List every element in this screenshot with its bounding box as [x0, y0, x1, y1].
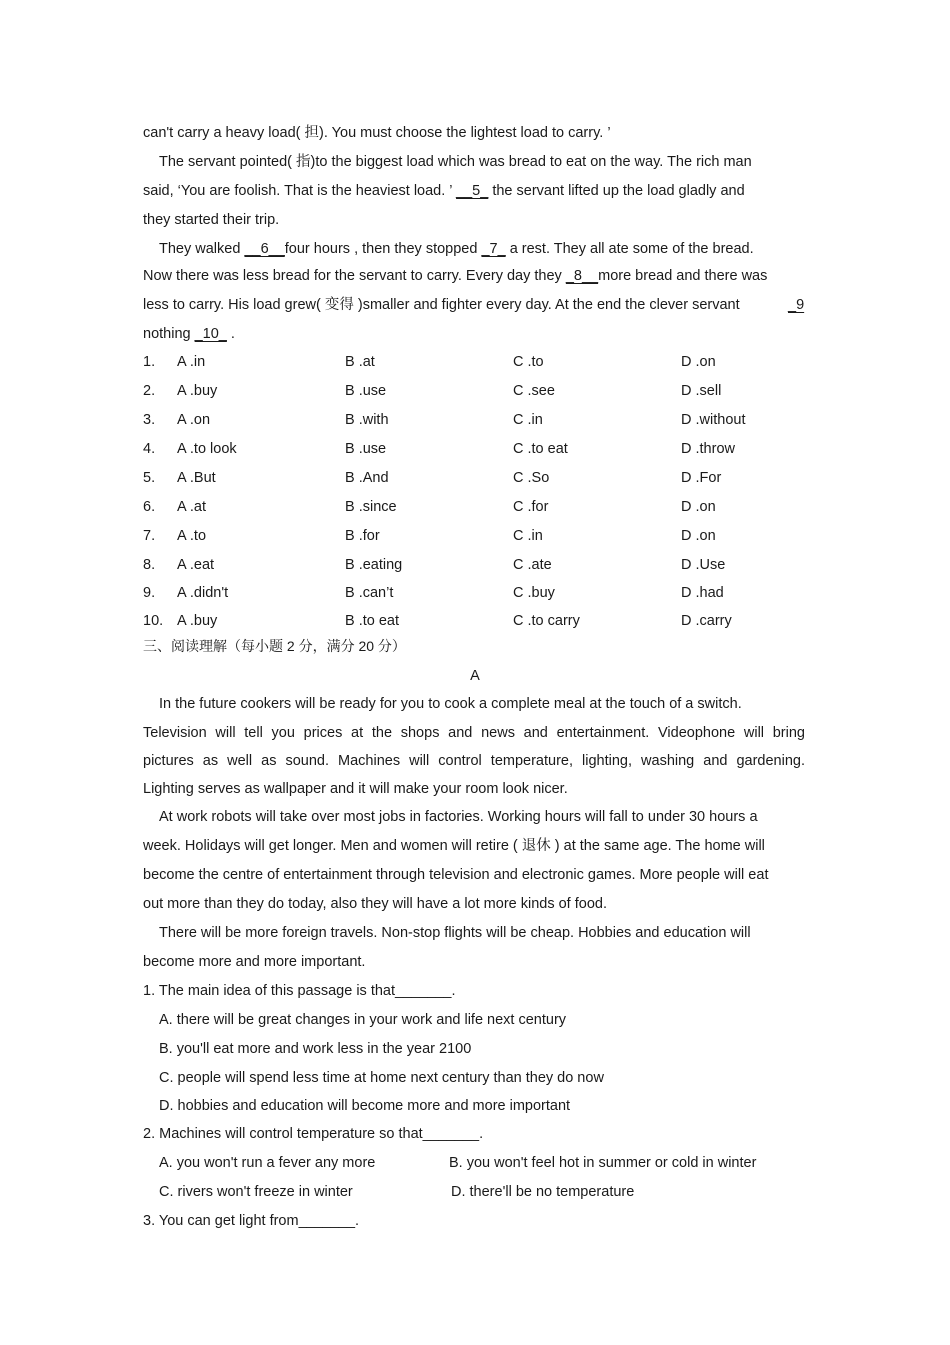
option-d: D .had [681, 585, 724, 601]
option-a: A .at [177, 499, 207, 515]
option-c: C .So [513, 470, 550, 486]
passage-line: pictures as well as sound. Machines will control temperature, lighting, washing and gardening. [143, 753, 805, 769]
option-c: C .to carry [513, 613, 580, 629]
cloze-line [143, 267, 813, 285]
option-c: C .to [513, 354, 544, 370]
answer-option: C. people will spend less time at home next century than they do now [159, 1070, 604, 1086]
cloze-line [143, 182, 813, 200]
option-row [143, 382, 813, 400]
cloze-text: less to carry. His load grew( 变得 )smaller and fighter every day. At the end the clever servant [143, 297, 740, 313]
cloze-text: They walked [159, 241, 241, 257]
question-stem: 2. Machines will control temperature so that_______. [143, 1126, 484, 1142]
option-a: A .in [177, 354, 206, 370]
option-d: D .on [681, 499, 716, 515]
option-b: B .for [345, 528, 380, 544]
option-d: D .throw [681, 441, 735, 457]
cloze-line [143, 296, 813, 314]
option-c: C .in [513, 528, 543, 544]
option-d: D .without [681, 412, 746, 428]
option-c: C .see [513, 383, 555, 399]
option-row [143, 584, 813, 602]
cloze-line [143, 325, 813, 343]
blank-8: _8__ [565, 268, 599, 284]
passage-line: Lighting serves as wallpaper and it will make your room look nicer. [143, 781, 568, 797]
cloze-text: more bread and there was [598, 268, 768, 284]
option-number: 2. [143, 383, 156, 399]
passage-line: week. Holidays will get longer. Men and women will retire ( 退休 ) at the same age. The home will [143, 838, 765, 854]
option-number: 10. [143, 613, 164, 629]
option-number: 3. [143, 412, 156, 428]
option-c: C .ate [513, 557, 552, 573]
blank-6: __6__ [244, 241, 285, 257]
cloze-line: can't carry a heavy load( 担). You must choose the lightest load to carry. ’ [143, 125, 611, 141]
cloze-line: The servant pointed( 指)to the biggest load which was bread to eat on the way. The rich man [159, 154, 752, 170]
option-d: D .sell [681, 383, 722, 399]
option-a: A .eat [177, 557, 215, 573]
option-number: 5. [143, 470, 156, 486]
option-row [143, 612, 813, 630]
option-b: B .to eat [345, 613, 400, 629]
option-c: C .to eat [513, 441, 568, 457]
option-row [143, 440, 813, 458]
cloze-text: four hours , then they stopped [284, 241, 478, 257]
option-number: 9. [143, 585, 156, 601]
option-b: B .And [345, 470, 389, 486]
question-stem: 1. The main idea of this passage is that_______. [143, 983, 456, 999]
cloze-text: nothing [143, 326, 191, 342]
option-a: A .buy [177, 383, 218, 399]
cloze-text: a rest. They all ate some of the bread. [509, 241, 754, 257]
option-row [143, 527, 813, 545]
answer-option: A. there will be great changes in your work and life next century [159, 1012, 567, 1028]
option-number: 1. [143, 354, 156, 370]
option-d: D .Use [681, 557, 726, 573]
answer-option: B. you won't feel hot in summer or cold in winter [449, 1155, 757, 1171]
answer-row [159, 1154, 829, 1172]
option-number: 4. [143, 441, 156, 457]
option-number: 8. [143, 557, 156, 573]
blank-9: _9 [788, 297, 805, 313]
cloze-text: the servant lifted up the load gladly and [492, 183, 745, 199]
question-stem: 3. You can get light from_______. [143, 1213, 360, 1229]
option-a: A .buy [177, 613, 218, 629]
passage-label: A [470, 668, 480, 684]
option-c: C .buy [513, 585, 555, 601]
answer-option: B. you'll eat more and work less in the year 2100 [159, 1041, 472, 1057]
option-c: C .for [513, 499, 549, 515]
option-a: A .to look [177, 441, 237, 457]
passage-line: become the centre of entertainment through television and electronic games. More people will eat [143, 867, 769, 883]
option-d: D .on [681, 528, 716, 544]
option-row [143, 469, 813, 487]
passage-line: There will be more foreign travels. Non-stop flights will be cheap. Hobbies and education will [159, 925, 751, 941]
option-d: D .on [681, 354, 716, 370]
blank-5: __5_ [456, 183, 489, 199]
answer-option: D. hobbies and education will become more and more important [159, 1098, 571, 1114]
passage-line: become more and more important. [143, 954, 366, 970]
cloze-text: . [230, 326, 235, 342]
option-a: A .didn't [177, 585, 229, 601]
option-d: D .For [681, 470, 722, 486]
option-b: B .use [345, 383, 387, 399]
blank-10: _10_ [194, 326, 227, 342]
cloze-text: said, ‘You are foolish. That is the heaviest load. ’ [143, 183, 452, 199]
option-a: A .to [177, 528, 207, 544]
cloze-line: they started their trip. [143, 212, 280, 228]
option-row [143, 411, 813, 429]
passage-line: At work robots will take over most jobs in factories. Working hours will fall to under 30 hours a [159, 809, 758, 825]
answer-option: A. you won't run a fever any more [159, 1155, 376, 1171]
option-b: B .eating [345, 557, 403, 573]
answer-option: D. there'll be no temperature [451, 1184, 635, 1200]
option-b: B .can’t [345, 585, 394, 601]
option-number: 6. [143, 499, 156, 515]
passage-line: In the future cookers will be ready for you to cook a complete meal at the touch of a switch. [159, 696, 742, 712]
option-b: B .with [345, 412, 389, 428]
blank-7: _7_ [481, 241, 506, 257]
cloze-line [159, 240, 829, 258]
section-heading: 三、阅读理解（每小题 2 分，满分 20 分） [143, 638, 406, 654]
option-a: A .on [177, 412, 211, 428]
option-row [143, 498, 813, 516]
option-number: 7. [143, 528, 156, 544]
cloze-text: Now there was less bread for the servant to carry. Every day they [143, 268, 562, 284]
option-row [143, 556, 813, 574]
option-b: B .at [345, 354, 375, 370]
answer-row [159, 1183, 829, 1201]
answer-option: C. rivers won't freeze in winter [159, 1184, 353, 1200]
option-row [143, 353, 813, 371]
passage-line: out more than they do today, also they will have a lot more kinds of food. [143, 896, 607, 912]
option-b: B .use [345, 441, 387, 457]
passage-line: Television will tell you prices at the shops and news and entertainment. Videophone will bring [143, 725, 805, 741]
option-b: B .since [345, 499, 397, 515]
option-d: D .carry [681, 613, 732, 629]
option-a: A .But [177, 470, 216, 486]
option-c: C .in [513, 412, 543, 428]
